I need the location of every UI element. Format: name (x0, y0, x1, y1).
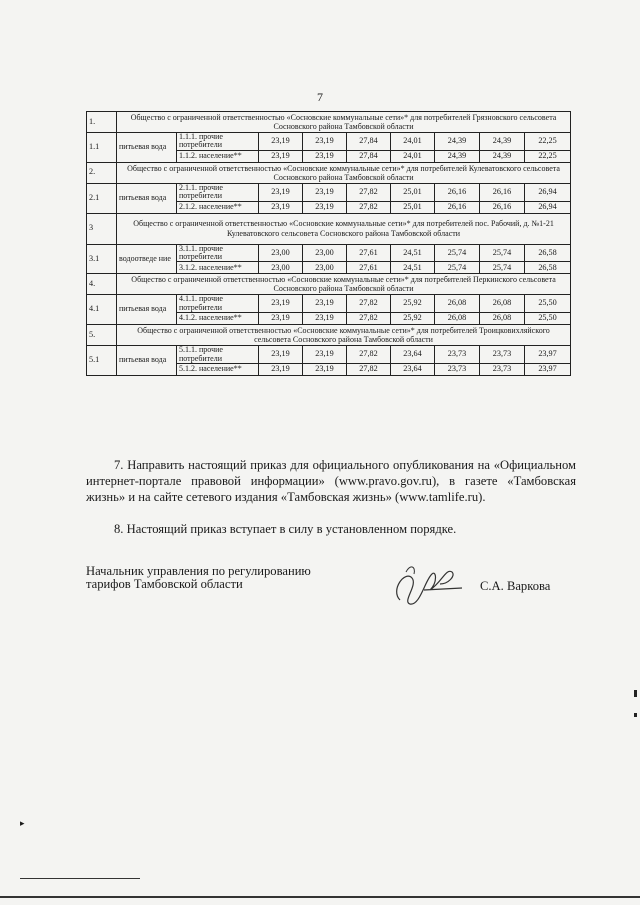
tariff-value: 27,84 (347, 150, 391, 162)
tariff-value: 27,82 (347, 201, 391, 213)
scan-mark (634, 690, 637, 697)
position-line-1: Начальник управления по регулированию (86, 564, 311, 578)
tariff-row (87, 295, 571, 313)
org-header-text: Общество с ограниченной ответственностью «Сосновские коммунальные сети»* для потребителей Перкинского сельсовета Сосновского района Тамбовской области (117, 274, 571, 295)
tariff-value: 26,08 (435, 313, 480, 325)
footnote-separator (20, 878, 140, 879)
tariff-table (86, 111, 571, 376)
consumer-category: 5.1.2. население** (177, 363, 259, 375)
tariff-value: 27,82 (347, 346, 391, 364)
tariff-value: 26,08 (435, 295, 480, 313)
tariff-value: 24,01 (391, 133, 435, 151)
tariff-value: 25,01 (391, 201, 435, 213)
tariff-value: 23,19 (303, 295, 347, 313)
org-header-row (87, 162, 571, 183)
row-number: 4.1 (87, 295, 117, 325)
tariff-value: 22,25 (525, 150, 571, 162)
row-number: 3 (87, 213, 117, 244)
tariff-value: 25,50 (525, 295, 571, 313)
tariff-value: 23,00 (303, 262, 347, 274)
tariff-value: 23,00 (259, 244, 303, 262)
tariff-row (87, 244, 571, 262)
tariff-value: 24,51 (391, 244, 435, 262)
tariff-row (87, 183, 571, 201)
org-header-row (87, 274, 571, 295)
service-type: питьевая вода (117, 133, 177, 163)
org-header-row (87, 112, 571, 133)
tariff-value: 27,82 (347, 295, 391, 313)
tariff-value: 26,94 (525, 183, 571, 201)
paragraph-7: 7. Направить настоящий приказ для официального опубликования на «Официальном интернет-портале правовой информации» (www.pravo.gov.ru), в газете «Тамбовская жизнь» и на сайте сетевого издания «Тамбовская жизнь» (www.tamlife.ru). (86, 458, 576, 504)
tariff-value: 25,50 (525, 313, 571, 325)
service-type: питьевая вода (117, 183, 177, 213)
tariff-value: 23,19 (303, 313, 347, 325)
paragraph-8: 8. Настоящий приказ вступает в силу в установленном порядке. (114, 522, 457, 536)
tariff-value: 23,19 (259, 183, 303, 201)
tariff-value: 26,58 (525, 262, 571, 274)
tariff-value: 26,16 (480, 201, 525, 213)
tariff-value: 23,64 (391, 363, 435, 375)
org-header-text: Общество с ограниченной ответственностью «Сосновские коммунальные сети»* для потребителей Кулеватовского сельсовета Сосновского района Тамбовской области (117, 162, 571, 183)
consumer-category: 4.1.1. прочие потребители (177, 295, 259, 313)
tariff-value: 23,73 (480, 363, 525, 375)
tariff-value: 25,74 (435, 262, 480, 274)
tariff-value: 26,16 (480, 183, 525, 201)
tariff-value: 23,73 (435, 346, 480, 364)
page-number: 7 (317, 90, 323, 104)
tariff-value: 23,73 (435, 363, 480, 375)
tariff-value: 23,19 (259, 363, 303, 375)
consumer-category: 1.1.1. прочие потребители (177, 133, 259, 151)
row-number: 5.1 (87, 346, 117, 376)
row-number: 1. (87, 112, 117, 133)
org-header-text: Общество с ограниченной ответственностью «Сосновские коммунальные сети»* для потребителей Грязновского сельсовета Сосновского района Тамбовской области (117, 112, 571, 133)
tariff-value: 26,16 (435, 183, 480, 201)
row-number: 2.1 (87, 183, 117, 213)
consumer-category: 5.1.1. прочие потребители (177, 346, 259, 364)
position-line-2: тарифов Тамбовской области (86, 577, 243, 591)
row-number: 3.1 (87, 244, 117, 274)
tariff-value: 25,01 (391, 183, 435, 201)
org-header-row (87, 325, 571, 346)
tariff-value: 26,08 (480, 313, 525, 325)
tariff-value: 23,19 (259, 313, 303, 325)
tariff-value: 27,82 (347, 313, 391, 325)
tariff-value: 23,00 (259, 262, 303, 274)
tariff-value: 23,19 (259, 201, 303, 213)
tariff-value: 23,19 (303, 363, 347, 375)
tariff-value: 23,19 (259, 346, 303, 364)
tariff-value: 27,82 (347, 363, 391, 375)
row-number: 2. (87, 162, 117, 183)
tariff-value: 25,74 (435, 244, 480, 262)
tariff-value: 24,01 (391, 150, 435, 162)
tariff-table-body (87, 112, 571, 376)
row-number: 5. (87, 325, 117, 346)
handwritten-signature (380, 560, 470, 610)
tariff-value: 23,64 (391, 346, 435, 364)
consumer-category: 2.1.2. население** (177, 201, 259, 213)
tariff-value: 26,58 (525, 244, 571, 262)
tariff-value: 24,51 (391, 262, 435, 274)
page-bottom-edge (0, 896, 640, 898)
tariff-value: 23,19 (303, 346, 347, 364)
org-header-text: Общество с ограниченной ответственностью «Сосновские коммунальные сети»* для потребителей Троицковихляйского сельсовета Сосновского района Тамбовской области (117, 325, 571, 346)
tariff-value: 24,39 (435, 150, 480, 162)
tariff-value: 25,92 (391, 313, 435, 325)
row-number: 1.1 (87, 133, 117, 163)
signatory-name: С.А. Варкова (480, 579, 551, 593)
tariff-value: 24,39 (480, 150, 525, 162)
tariff-value: 22,25 (525, 133, 571, 151)
tariff-row (87, 133, 571, 151)
tariff-value: 23,97 (525, 346, 571, 364)
tariff-row (87, 346, 571, 364)
tariff-value: 23,73 (480, 346, 525, 364)
tariff-value: 27,82 (347, 183, 391, 201)
org-header-text: Общество с ограниченной ответственностью «Сосновские коммунальные сети»* для потребителей пос. Рабочий, д. №1-21 Кулеватовского сельсовета Сосновского района Тамбовской области (117, 213, 571, 244)
tariff-value: 23,19 (259, 295, 303, 313)
tariff-value: 23,00 (303, 244, 347, 262)
consumer-category: 3.1.1. прочие потребители (177, 244, 259, 262)
tariff-value: 25,92 (391, 295, 435, 313)
tariff-value: 27,61 (347, 244, 391, 262)
row-number: 4. (87, 274, 117, 295)
consumer-category: 1.1.2. население** (177, 150, 259, 162)
tariff-value: 23,19 (259, 150, 303, 162)
tariff-value: 23,19 (303, 183, 347, 201)
consumer-category: 2.1.1. прочие потребители (177, 183, 259, 201)
scan-mark (634, 713, 637, 717)
consumer-category: 3.1.2. население** (177, 262, 259, 274)
tariff-value: 24,39 (435, 133, 480, 151)
tariff-value: 25,74 (480, 262, 525, 274)
tariff-value: 27,84 (347, 133, 391, 151)
signatory-position (86, 565, 386, 591)
scan-mark-arrow: ▸ (20, 818, 25, 828)
tariff-value: 26,08 (480, 295, 525, 313)
tariff-value: 23,19 (303, 201, 347, 213)
consumer-category: 4.1.2. население** (177, 313, 259, 325)
service-type: питьевая вода (117, 295, 177, 325)
tariff-value: 23,19 (259, 133, 303, 151)
tariff-value: 26,16 (435, 201, 480, 213)
service-type: питьевая вода (117, 346, 177, 376)
tariff-value: 23,19 (303, 133, 347, 151)
service-type: водоотведе ние (117, 244, 177, 274)
tariff-value: 27,61 (347, 262, 391, 274)
tariff-value: 25,74 (480, 244, 525, 262)
tariff-value: 23,19 (303, 150, 347, 162)
tariff-value: 24,39 (480, 133, 525, 151)
tariff-value: 26,94 (525, 201, 571, 213)
org-header-row (87, 213, 571, 244)
tariff-value: 23,97 (525, 363, 571, 375)
